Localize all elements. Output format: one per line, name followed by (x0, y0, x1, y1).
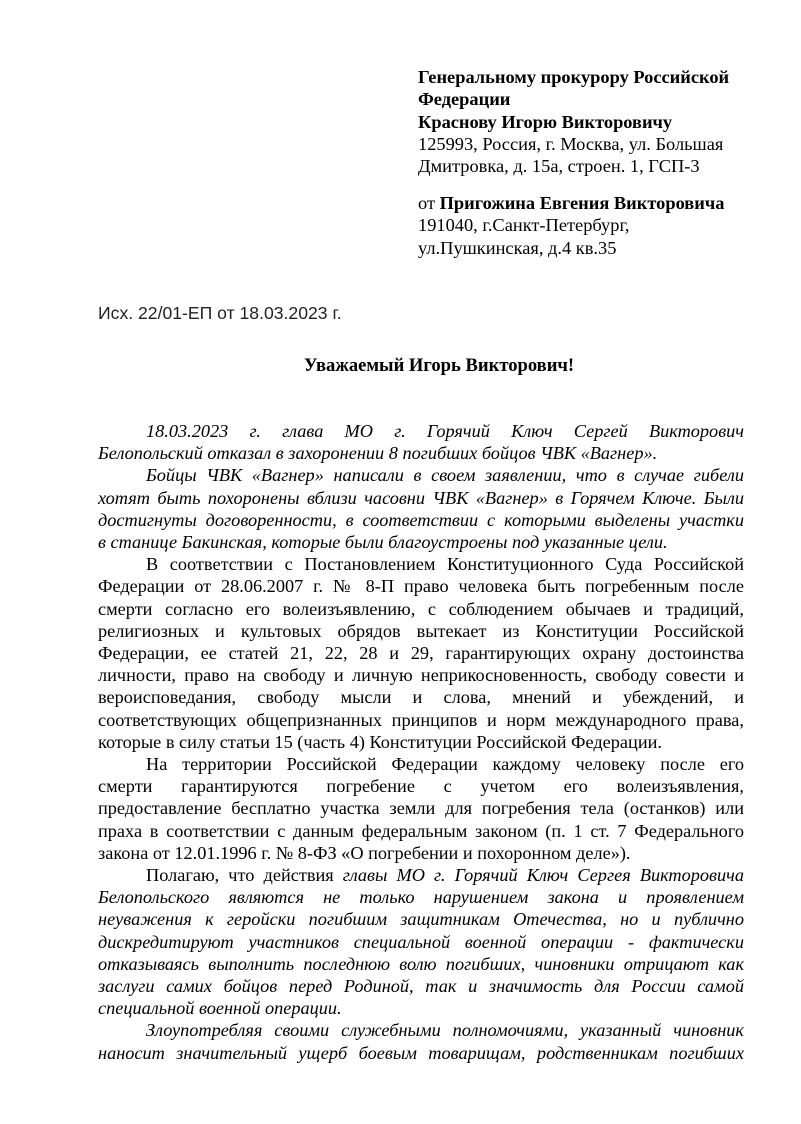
sender-block (418, 192, 752, 259)
text-line: Федерации от 28.06.2007 г. № 8-П право человека быть погребенным после (98, 576, 744, 597)
text-line: Белопольский отказал в захоронении 8 погибших бойцов ЧВК «Вагнер». (98, 443, 658, 464)
text-line: смерти гарантируются погребение с учетом его волеизъявления, (98, 776, 744, 797)
sender-from-line (418, 192, 752, 214)
sender-address-line: ул.Пушкинская, д.4 кв.35 (418, 237, 617, 258)
text-line: Белопольского являются не только нарушением закона и проявлением (98, 887, 744, 908)
text-line: дискредитируют участников специальной военной операции - фактически (98, 931, 744, 952)
text-line: вероисповедания, свободу мысли и слова, мнений и убеждений, и (98, 687, 744, 708)
text-line: отказываясь выполнить последнюю волю погибших, чиновники отрицают как (98, 953, 744, 974)
letter-body (98, 420, 744, 1064)
text-line: смерти согласно его волеизъявлению, с соблюдением обычаев и традиций, (98, 598, 744, 619)
text-line: 18.03.2023 г. глава МО г. Горячий Ключ Сергей Викторович (146, 421, 744, 441)
text-line: В соответствии с Постановлением Конституционного Суда Российской (146, 554, 744, 575)
paragraph (98, 464, 744, 553)
text-line: наносит значительный ущерб боевым товарищам, родственникам погибших (98, 1042, 744, 1063)
recipient-address-line: Дмитровка, д. 15а, строен. 1, ГСП-3 (418, 156, 700, 177)
paragraph (98, 420, 744, 464)
paragraph (98, 553, 744, 753)
text-line: Злоупотребляя своими служебными полномочиями, указанный чиновник (146, 1020, 744, 1041)
sender-address-line: 191040, г.Санкт-Петербург, (418, 215, 630, 236)
text-line: религиозных и культовых обрядов вытекает из Конституции Российской (98, 620, 744, 641)
recipient-block (418, 66, 752, 177)
text-line: заслуги самих бойцов перед Родиной, так и значимость для России самой (98, 976, 744, 997)
text-line: Бойцы ЧВК «Вагнер» написали в своем заявлении, что в случае гибели (146, 465, 744, 486)
text-line (98, 864, 744, 886)
recipient-address-line: 125993, Россия, г. Москва, ул. Большая (418, 133, 724, 154)
sender-name: Пригожина Евгения Викторовича (439, 193, 725, 213)
salutation: Уважаемый Игорь Викторович! (303, 355, 575, 376)
text-line: На территории Российской Федерации каждому человеку после его (146, 754, 744, 775)
recipient-name: Краснову Игорю Викторовичу (418, 111, 673, 132)
text-line: Федерации, ее статей 21, 22, 28 и 29, гарантирующих охрану достоинства (98, 643, 744, 664)
paragraph (98, 1019, 744, 1063)
lead-text: Полагаю, что действия (146, 865, 334, 886)
recipient-title-line: Федерации (418, 89, 511, 110)
text-line: соответствующих общепризнанных принципов и норм международного права, (98, 709, 744, 730)
text-line: личности, право на свободу и личную неприкосновенность, свободу совести и (98, 665, 744, 686)
text-line: предоставление бесплатно участка земли для погребения тела (останков) или (98, 798, 744, 819)
text-line: праха в соответствии с данным федеральным законом (п. 1 ст. 7 Федерального (98, 820, 744, 841)
text-line: специальной военной операции. (98, 998, 342, 1019)
paragraph (98, 753, 744, 864)
recipient-title-line: Генеральному прокурору Российской (418, 67, 730, 87)
text-line: закона от 12.01.1996 г. № 8-ФЗ «О погребении и похоронном деле»). (98, 842, 631, 863)
text-line: неуважения к геройски погибшим защитникам Отечества, но и публично (98, 909, 744, 930)
text-line: хотят быть похоронены вблизи часовни ЧВК «Вагнер» в Горячем Ключе. Были (98, 487, 744, 508)
text-line: в станице Бакинская, которые были благоустроены под указанные цели. (98, 532, 668, 553)
reference-line: Исх. 22/01-ЕП от 18.03.2023 г. (98, 303, 342, 323)
italic-text: главы МО г. Горячий Ключ Сергея Викторовича (342, 865, 744, 886)
paragraph (98, 864, 744, 1019)
text-line: достигнуты договоренности, в соответствии с которыми выделены участки (98, 509, 744, 530)
text-line: которые в силу статьи 15 (часть 4) Конституции Российской Федерации. (98, 731, 662, 752)
sender-from-prefix: от (418, 193, 435, 213)
